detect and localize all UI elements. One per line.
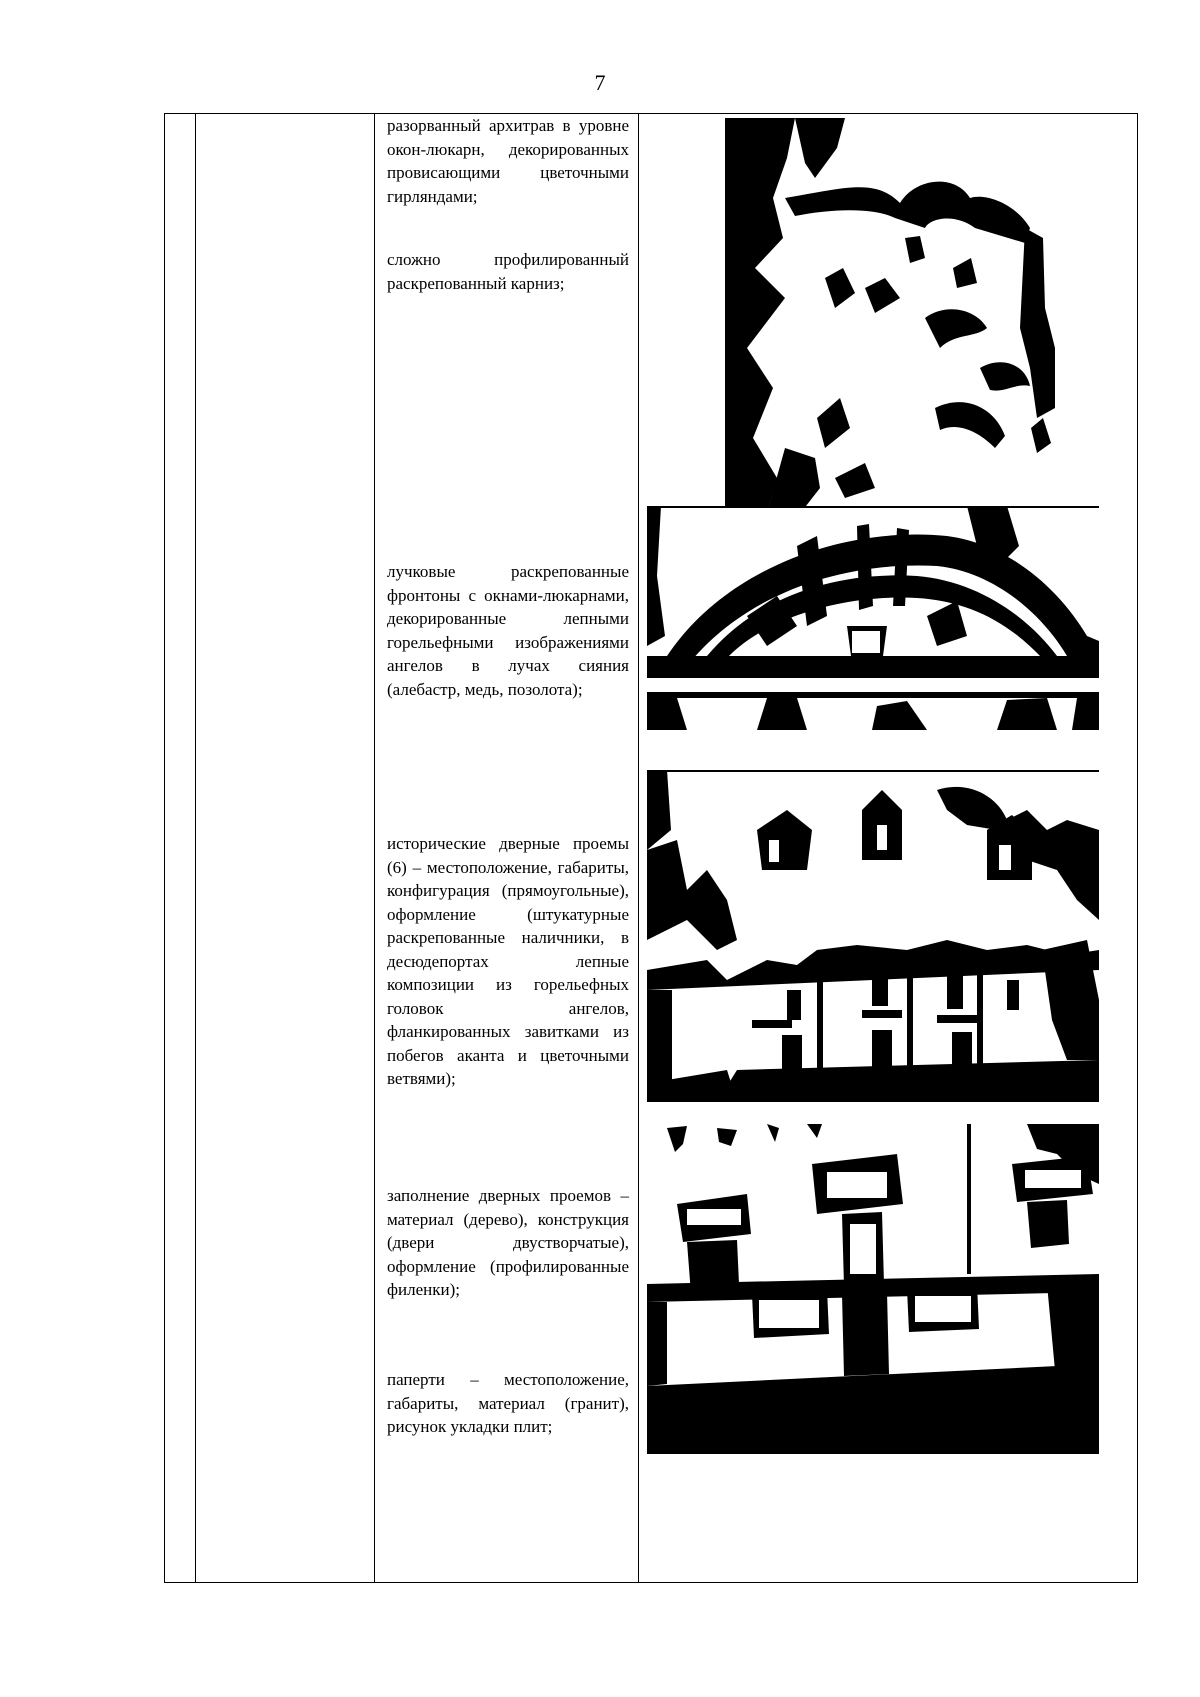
doorway-photo bbox=[647, 1124, 1099, 1454]
pediment-photo bbox=[647, 506, 1099, 730]
description-paragraph: заполнение дверных проемов – материал (дерево), конструкция (двери двустворчатые), оформление (профилированные филенки); bbox=[387, 1186, 629, 1299]
description-paragraph: исторические дверные проемы (6) – местоположение, габариты, конфигурация (прямоугольные), оформление (штукатурные раскрепованные наличники, в десюдепортах лепные композиции из горельефных головок ангелов, фланкированных завитками из побегов аканта и цветочными ветвями); bbox=[387, 834, 629, 1088]
number-cell bbox=[165, 114, 196, 1583]
description-paragraph: разорванный архитрав в уровне окон-люкарн, декорированных провисающими цветочными гирляндами; bbox=[387, 116, 629, 206]
description-cell bbox=[375, 114, 639, 1583]
description-paragraph: лучковые раскрепованные фронтоны с окнами-люкарнами, декорированные лепными горельефными изображениями ангелов в лучах сияния (алебастр, медь, позолота); bbox=[387, 562, 629, 699]
name-cell bbox=[196, 114, 375, 1583]
table-row bbox=[165, 114, 1138, 1583]
description-paragraph: паперти – местоположение, габариты, материал (гранит), рисунок укладки плит; bbox=[387, 1370, 629, 1436]
photo-cell bbox=[639, 114, 1138, 1583]
cornice-detail-photo bbox=[725, 118, 1055, 520]
description-paragraph: сложно профилированный раскрепованный карниз; bbox=[387, 250, 629, 293]
page-number: 7 bbox=[594, 70, 606, 95]
object-description-table bbox=[164, 113, 1138, 1583]
cathedral-facade-photo bbox=[647, 770, 1099, 1102]
